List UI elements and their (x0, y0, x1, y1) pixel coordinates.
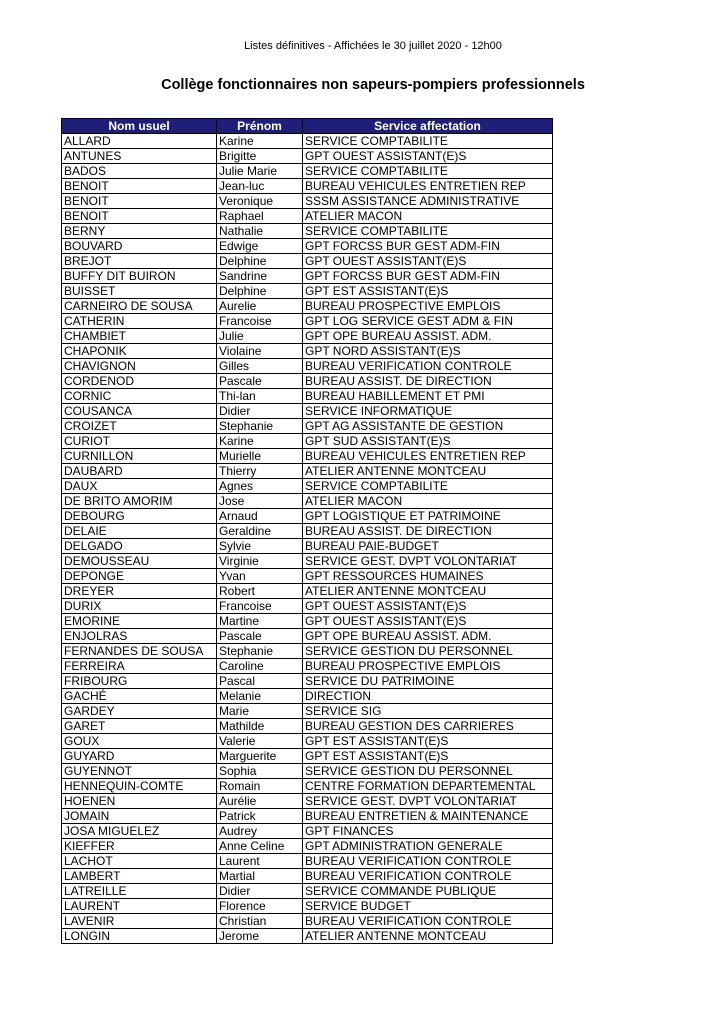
cell-service: GPT OUEST ASSISTANT(E)S (303, 614, 553, 629)
cell-nom: CARNEIRO DE SOUSA (62, 299, 217, 314)
cell-nom: CORDENOD (62, 374, 217, 389)
table-row (62, 314, 553, 329)
cell-service: SERVICE DU PATRIMOINE (303, 674, 553, 689)
cell-nom: GOUX (62, 734, 217, 749)
cell-prenom: Laurent (217, 854, 303, 869)
cell-prenom: Arnaud (217, 509, 303, 524)
cell-nom: DELAIE (62, 524, 217, 539)
cell-nom: DAUX (62, 479, 217, 494)
cell-service: GPT FINANCES (303, 824, 553, 839)
cell-nom: COUSANCA (62, 404, 217, 419)
cell-prenom: Sandrine (217, 269, 303, 284)
cell-service: BUREAU VERIFICATION CONTROLE (303, 854, 553, 869)
table-row (62, 509, 553, 524)
table-row (62, 614, 553, 629)
cell-prenom: Stephanie (217, 419, 303, 434)
table-row (62, 554, 553, 569)
cell-service: CENTRE FORMATION DEPARTEMENTAL (303, 779, 553, 794)
cell-prenom: Francoise (217, 599, 303, 614)
cell-service: GPT RESSOURCES HUMAINES (303, 569, 553, 584)
cell-prenom: Melanie (217, 689, 303, 704)
cell-service: BUREAU VERIFICATION CONTROLE (303, 914, 553, 929)
table-row (62, 359, 553, 374)
cell-nom: ANTUNES (62, 149, 217, 164)
cell-nom: BUFFY DIT BUIRON (62, 269, 217, 284)
cell-service: GPT ADMINISTRATION GENERALE (303, 839, 553, 854)
cell-nom: BUISSET (62, 284, 217, 299)
cell-nom: BADOS (62, 164, 217, 179)
cell-nom: DEBOURG (62, 509, 217, 524)
cell-service: SERVICE COMPTABILITE (303, 134, 553, 149)
cell-nom: GARET (62, 719, 217, 734)
table-row (62, 284, 553, 299)
cell-prenom: Nathalie (217, 224, 303, 239)
cell-nom: JOSA MIGUELEZ (62, 824, 217, 839)
table-row (62, 794, 553, 809)
table-row (62, 584, 553, 599)
cell-prenom: Francoise (217, 314, 303, 329)
cell-nom: HENNEQUIN-COMTE (62, 779, 217, 794)
cell-service: GPT LOG SERVICE GEST ADM & FIN (303, 314, 553, 329)
cell-service: BUREAU VEHICULES ENTRETIEN REP (303, 179, 553, 194)
cell-nom: EMORINE (62, 614, 217, 629)
table-row (62, 149, 553, 164)
cell-nom: GUYENNOT (62, 764, 217, 779)
cell-prenom: Jose (217, 494, 303, 509)
table-row (62, 494, 553, 509)
cell-prenom: Aurélie (217, 794, 303, 809)
table-row (62, 884, 553, 899)
cell-service: GPT OPE BUREAU ASSIST. ADM. (303, 329, 553, 344)
cell-prenom: Aurelie (217, 299, 303, 314)
table-row (62, 869, 553, 884)
cell-service: SERVICE INFORMATIQUE (303, 404, 553, 419)
table-row (62, 749, 553, 764)
table-row (62, 254, 553, 269)
cell-prenom: Karine (217, 434, 303, 449)
cell-nom: GACHÉ (62, 689, 217, 704)
cell-prenom: Delphine (217, 254, 303, 269)
cell-nom: ALLARD (62, 134, 217, 149)
cell-service: ATELIER MACON (303, 494, 553, 509)
cell-prenom: Romain (217, 779, 303, 794)
cell-nom: CURNILLON (62, 449, 217, 464)
table-row (62, 434, 553, 449)
table-row (62, 404, 553, 419)
cell-nom: BENOIT (62, 194, 217, 209)
cell-service: GPT OUEST ASSISTANT(E)S (303, 599, 553, 614)
table-row (62, 539, 553, 554)
table-row (62, 449, 553, 464)
cell-nom: DELGADO (62, 539, 217, 554)
cell-service: SERVICE GEST. DVPT VOLONTARIAT (303, 554, 553, 569)
table-row (62, 194, 553, 209)
cell-service: SERVICE COMPTABILITE (303, 224, 553, 239)
cell-nom: FRIBOURG (62, 674, 217, 689)
table-row (62, 854, 553, 869)
column-header-nom: Nom usuel (62, 119, 217, 134)
cell-service: SERVICE GEST. DVPT VOLONTARIAT (303, 794, 553, 809)
cell-prenom: Thierry (217, 464, 303, 479)
cell-nom: BOUVARD (62, 239, 217, 254)
cell-service: GPT FORCSS BUR GEST ADM-FIN (303, 269, 553, 284)
cell-service: DIRECTION (303, 689, 553, 704)
cell-nom: CHAPONIK (62, 344, 217, 359)
page-title: Collège fonctionnaires non sapeurs-pompiers professionnels (161, 77, 585, 93)
cell-prenom: Sylvie (217, 539, 303, 554)
cell-prenom: Edwige (217, 239, 303, 254)
cell-service: ATELIER ANTENNE MONTCEAU (303, 464, 553, 479)
cell-prenom: Geraldine (217, 524, 303, 539)
cell-prenom: Mathilde (217, 719, 303, 734)
cell-prenom: Robert (217, 584, 303, 599)
cell-nom: DURIX (62, 599, 217, 614)
cell-service: GPT OPE BUREAU ASSIST. ADM. (303, 629, 553, 644)
cell-prenom: Brigitte (217, 149, 303, 164)
table-row (62, 719, 553, 734)
cell-prenom: Yvan (217, 569, 303, 584)
electoral-list-table (61, 118, 553, 944)
table-body (62, 134, 553, 944)
cell-prenom: Sophia (217, 764, 303, 779)
cell-nom: CATHERIN (62, 314, 217, 329)
cell-nom: BREJOT (62, 254, 217, 269)
cell-service: GPT OUEST ASSISTANT(E)S (303, 254, 553, 269)
cell-prenom: Agnes (217, 479, 303, 494)
cell-nom: DE BRITO AMORIM (62, 494, 217, 509)
cell-prenom: Julie (217, 329, 303, 344)
cell-prenom: Julie Marie (217, 164, 303, 179)
cell-service: GPT SUD ASSISTANT(E)S (303, 434, 553, 449)
cell-nom: DEMOUSSEAU (62, 554, 217, 569)
cell-service: SERVICE GESTION DU PERSONNEL (303, 644, 553, 659)
cell-service: BUREAU HABILLEMENT ET PMI (303, 389, 553, 404)
table-row (62, 389, 553, 404)
column-header-service: Service affectation (303, 119, 553, 134)
cell-service: BUREAU VERIFICATION CONTROLE (303, 869, 553, 884)
cell-service: SERVICE BUDGET (303, 899, 553, 914)
table-row (62, 209, 553, 224)
cell-prenom: Martial (217, 869, 303, 884)
cell-service: BUREAU PAIE-BUDGET (303, 539, 553, 554)
cell-prenom: Raphael (217, 209, 303, 224)
cell-prenom: Pascale (217, 374, 303, 389)
cell-service: GPT EST ASSISTANT(E)S (303, 734, 553, 749)
cell-service: GPT EST ASSISTANT(E)S (303, 284, 553, 299)
cell-prenom: Caroline (217, 659, 303, 674)
table-row (62, 824, 553, 839)
table-row (62, 179, 553, 194)
cell-prenom: Delphine (217, 284, 303, 299)
cell-service: GPT OUEST ASSISTANT(E)S (303, 149, 553, 164)
cell-service: BUREAU ASSIST. DE DIRECTION (303, 524, 553, 539)
table-row (62, 644, 553, 659)
cell-prenom: Pascale (217, 629, 303, 644)
cell-service: ATELIER ANTENNE MONTCEAU (303, 929, 553, 944)
table-row (62, 839, 553, 854)
table-row (62, 164, 553, 179)
table-row (62, 479, 553, 494)
cell-nom: CROIZET (62, 419, 217, 434)
cell-nom: CORNIC (62, 389, 217, 404)
cell-service: SERVICE COMMANDE PUBLIQUE (303, 884, 553, 899)
cell-nom: JOMAIN (62, 809, 217, 824)
cell-service: GPT AG ASSISTANTE DE GESTION (303, 419, 553, 434)
cell-prenom: Thi-lan (217, 389, 303, 404)
cell-prenom: Valerie (217, 734, 303, 749)
cell-nom: CHAMBIET (62, 329, 217, 344)
cell-prenom: Pascal (217, 674, 303, 689)
table-row (62, 764, 553, 779)
table-row (62, 134, 553, 149)
table-row (62, 599, 553, 614)
cell-prenom: Didier (217, 884, 303, 899)
cell-nom: CURIOT (62, 434, 217, 449)
table-row (62, 269, 553, 284)
cell-nom: KIEFFER (62, 839, 217, 854)
cell-nom: LAURENT (62, 899, 217, 914)
cell-nom: LONGIN (62, 929, 217, 944)
cell-service: SERVICE COMPTABILITE (303, 479, 553, 494)
cell-service: SSSM ASSISTANCE ADMINISTRATIVE (303, 194, 553, 209)
table-row (62, 239, 553, 254)
cell-service: GPT LOGISTIQUE ET PATRIMOINE (303, 509, 553, 524)
cell-nom: BERNY (62, 224, 217, 239)
cell-service: BUREAU VEHICULES ENTRETIEN REP (303, 449, 553, 464)
table-row (62, 374, 553, 389)
cell-service: BUREAU PROSPECTIVE EMPLOIS (303, 299, 553, 314)
cell-prenom: Anne Celine (217, 839, 303, 854)
table-row (62, 674, 553, 689)
cell-nom: ENJOLRAS (62, 629, 217, 644)
cell-prenom: Veronique (217, 194, 303, 209)
cell-service: ATELIER ANTENNE MONTCEAU (303, 584, 553, 599)
table-row (62, 524, 553, 539)
cell-prenom: Audrey (217, 824, 303, 839)
cell-prenom: Didier (217, 404, 303, 419)
cell-nom: DREYER (62, 584, 217, 599)
cell-service: BUREAU VERIFICATION CONTROLE (303, 359, 553, 374)
cell-service: BUREAU ASSIST. DE DIRECTION (303, 374, 553, 389)
cell-prenom: Marie (217, 704, 303, 719)
cell-nom: LATREILLE (62, 884, 217, 899)
table-row (62, 689, 553, 704)
cell-prenom: Christian (217, 914, 303, 929)
cell-service: GPT FORCSS BUR GEST ADM-FIN (303, 239, 553, 254)
table-row (62, 569, 553, 584)
cell-prenom: Martine (217, 614, 303, 629)
cell-nom: GARDEY (62, 704, 217, 719)
table-row (62, 914, 553, 929)
table-row (62, 809, 553, 824)
table-row (62, 464, 553, 479)
cell-service: SERVICE GESTION DU PERSONNEL (303, 764, 553, 779)
cell-prenom: Murielle (217, 449, 303, 464)
cell-prenom: Gilles (217, 359, 303, 374)
cell-nom: LAVENIR (62, 914, 217, 929)
table-row (62, 419, 553, 434)
cell-nom: DEPONGE (62, 569, 217, 584)
cell-prenom: Florence (217, 899, 303, 914)
table-row (62, 704, 553, 719)
cell-service: ATELIER MACON (303, 209, 553, 224)
cell-service: BUREAU ENTRETIEN & MAINTENANCE (303, 809, 553, 824)
cell-nom: HOENEN (62, 794, 217, 809)
cell-prenom: Patrick (217, 809, 303, 824)
table-row (62, 329, 553, 344)
table-row (62, 629, 553, 644)
cell-nom: FERNANDES DE SOUSA (62, 644, 217, 659)
cell-service: BUREAU PROSPECTIVE EMPLOIS (303, 659, 553, 674)
table-row (62, 659, 553, 674)
table-row (62, 224, 553, 239)
cell-service: SERVICE COMPTABILITE (303, 164, 553, 179)
cell-service: SERVICE SIG (303, 704, 553, 719)
cell-nom: BENOIT (62, 209, 217, 224)
cell-nom: BENOIT (62, 179, 217, 194)
cell-prenom: Karine (217, 134, 303, 149)
cell-prenom: Virginie (217, 554, 303, 569)
table-row (62, 299, 553, 314)
cell-service: BUREAU GESTION DES CARRIERES (303, 719, 553, 734)
table-header-row (62, 119, 553, 134)
cell-prenom: Jerome (217, 929, 303, 944)
table-row (62, 734, 553, 749)
cell-prenom: Marguerite (217, 749, 303, 764)
cell-nom: CHAVIGNON (62, 359, 217, 374)
cell-prenom: Jean-luc (217, 179, 303, 194)
cell-nom: FERREIRA (62, 659, 217, 674)
publication-date-line: Listes définitives - Affichées le 30 juillet 2020 - 12h00 (244, 40, 502, 52)
table-row (62, 344, 553, 359)
cell-prenom: Stephanie (217, 644, 303, 659)
column-header-prenom: Prénom (217, 119, 303, 134)
table-row (62, 929, 553, 944)
table-row (62, 899, 553, 914)
cell-service: GPT NORD ASSISTANT(E)S (303, 344, 553, 359)
cell-prenom: Violaine (217, 344, 303, 359)
cell-nom: GUYARD (62, 749, 217, 764)
table-row (62, 779, 553, 794)
cell-nom: DAUBARD (62, 464, 217, 479)
cell-nom: LACHOT (62, 854, 217, 869)
cell-nom: LAMBERT (62, 869, 217, 884)
cell-service: GPT EST ASSISTANT(E)S (303, 749, 553, 764)
